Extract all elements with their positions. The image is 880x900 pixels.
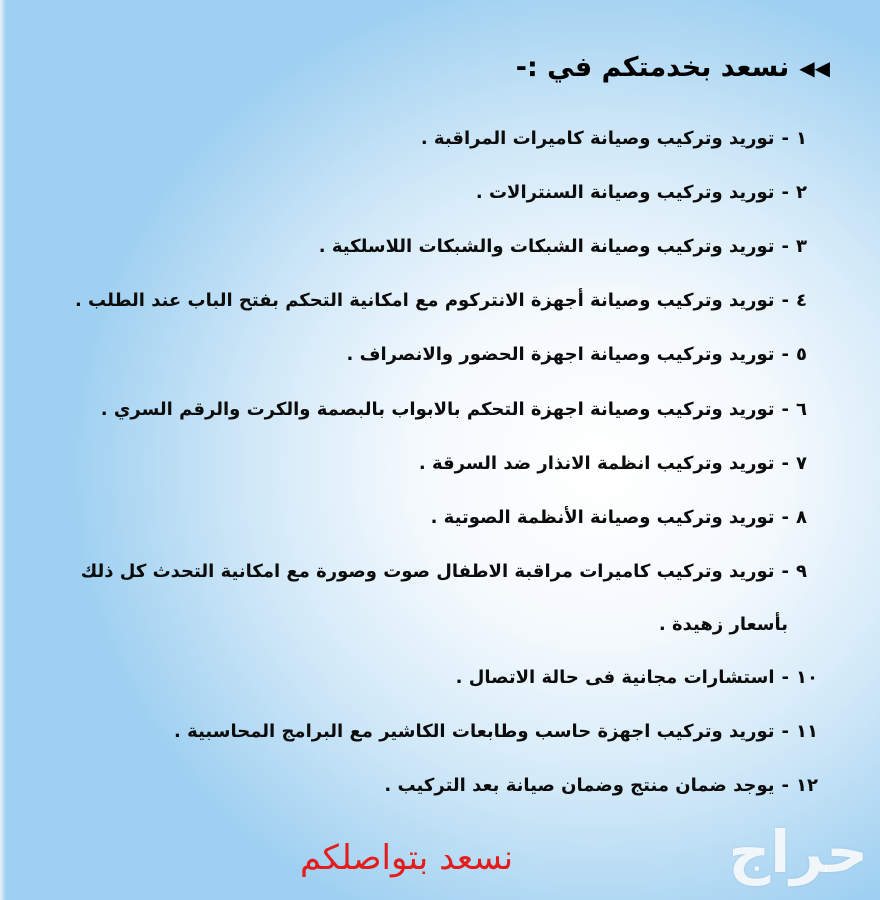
list-item: ١ - توريد وتركيب وصيانة كاميرات المراقبة . [421, 128, 818, 149]
list-item: ٨ - توريد وتركيب وصيانة الأنظمة الصوتية . [431, 507, 818, 528]
item-number: ٥ [796, 344, 807, 365]
item-text: توريد وتركيب وصيانة السنترالات . [475, 182, 775, 203]
double-arrow-icon: ◀◀ [799, 55, 830, 80]
list-item: ٩ - توريد وتركيب كاميرات مراقبة الاطفال صوت وصورة مع امكانية التحدث كل ذلك [81, 561, 818, 582]
item-text: توريد وتركيب وصيانة أجهزة الانتركوم مع امكانية التحكم بفتح الباب عند الطلب . [74, 290, 775, 311]
item-text: توريد وتركيب كاميرات مراقبة الاطفال صوت وصورة مع امكانية التحدث كل ذلك [80, 561, 775, 582]
footer-slogan: نسعد بتواصلكم [300, 838, 514, 878]
item-text: توريد وتركيب اجهزة حاسب وطابعات الكاشير مع البرامج المحاسبية . [174, 721, 775, 742]
list-item: ٥ - توريد وتركيب وصيانة اجهزة الحضور والانصراف . [346, 344, 818, 365]
watermark-logo: حراج [728, 818, 868, 886]
item-text: توريد وتركيب وصيانة كاميرات المراقبة . [420, 128, 775, 149]
item-number: ٣ [796, 236, 807, 257]
list-item: ٢ - توريد وتركيب وصيانة السنترالات . [476, 182, 818, 203]
list-item: ٧ - توريد وتركيب انظمة الانذار ضد السرقة . [419, 453, 818, 474]
item-text: توريد وتركيب انظمة الانذار ضد السرقة . [418, 453, 775, 474]
heading-text: نسعد بخدمتكم في :- [515, 52, 790, 83]
list-item: ٤ - توريد وتركيب وصيانة أجهزة الانتركوم مع امكانية التحكم بفتح الباب عند الطلب . [75, 290, 818, 311]
item-text: يوجد ضمان منتج وضمان صيانة بعد التركيب . [384, 775, 775, 796]
item-number: ١٢ [796, 775, 818, 796]
item-text: توريد وتركيب وصيانة اجهزة الحضور والانصراف . [346, 344, 775, 365]
item-number: ١٠ [796, 667, 818, 688]
list-item: ٦ - توريد وتركيب وصيانة اجهزة التحكم بالابواب بالبصمة والكرت والرقم السري . [101, 399, 818, 420]
item-text: استشارات مجانية فى حالة الاتصال . [455, 667, 775, 688]
item-number: ١ [796, 128, 807, 149]
item-number: ٩ [796, 561, 807, 582]
item-number: ٨ [796, 507, 807, 528]
list-item-continuation: بأسعار زهيدة . [658, 614, 788, 635]
list-item: ١٢ - يوجد ضمان منتج وضمان صيانة بعد التركيب . [384, 775, 818, 796]
item-number: ٦ [796, 399, 807, 420]
item-number: ٧ [796, 453, 807, 474]
item-number: ١١ [796, 721, 818, 742]
list-item: ١١ - توريد وتركيب اجهزة حاسب وطابعات الكاشير مع البرامج المحاسبية . [174, 721, 818, 742]
item-text: توريد وتركيب وصيانة اجهزة التحكم بالابواب بالبصمة والكرت والرقم السري . [100, 399, 775, 420]
item-number: ٢ [796, 182, 807, 203]
list-item: ٣ - توريد وتركيب وصيانة الشبكات والشبكات اللاسلكية . [319, 236, 818, 257]
item-number: ٤ [796, 290, 807, 311]
item-text: توريد وتركيب وصيانة الأنظمة الصوتية . [430, 507, 775, 528]
item-text: توريد وتركيب وصيانة الشبكات والشبكات اللاسلكية . [318, 236, 775, 257]
list-item: ١٠ - استشارات مجانية فى حالة الاتصال . [455, 667, 818, 688]
